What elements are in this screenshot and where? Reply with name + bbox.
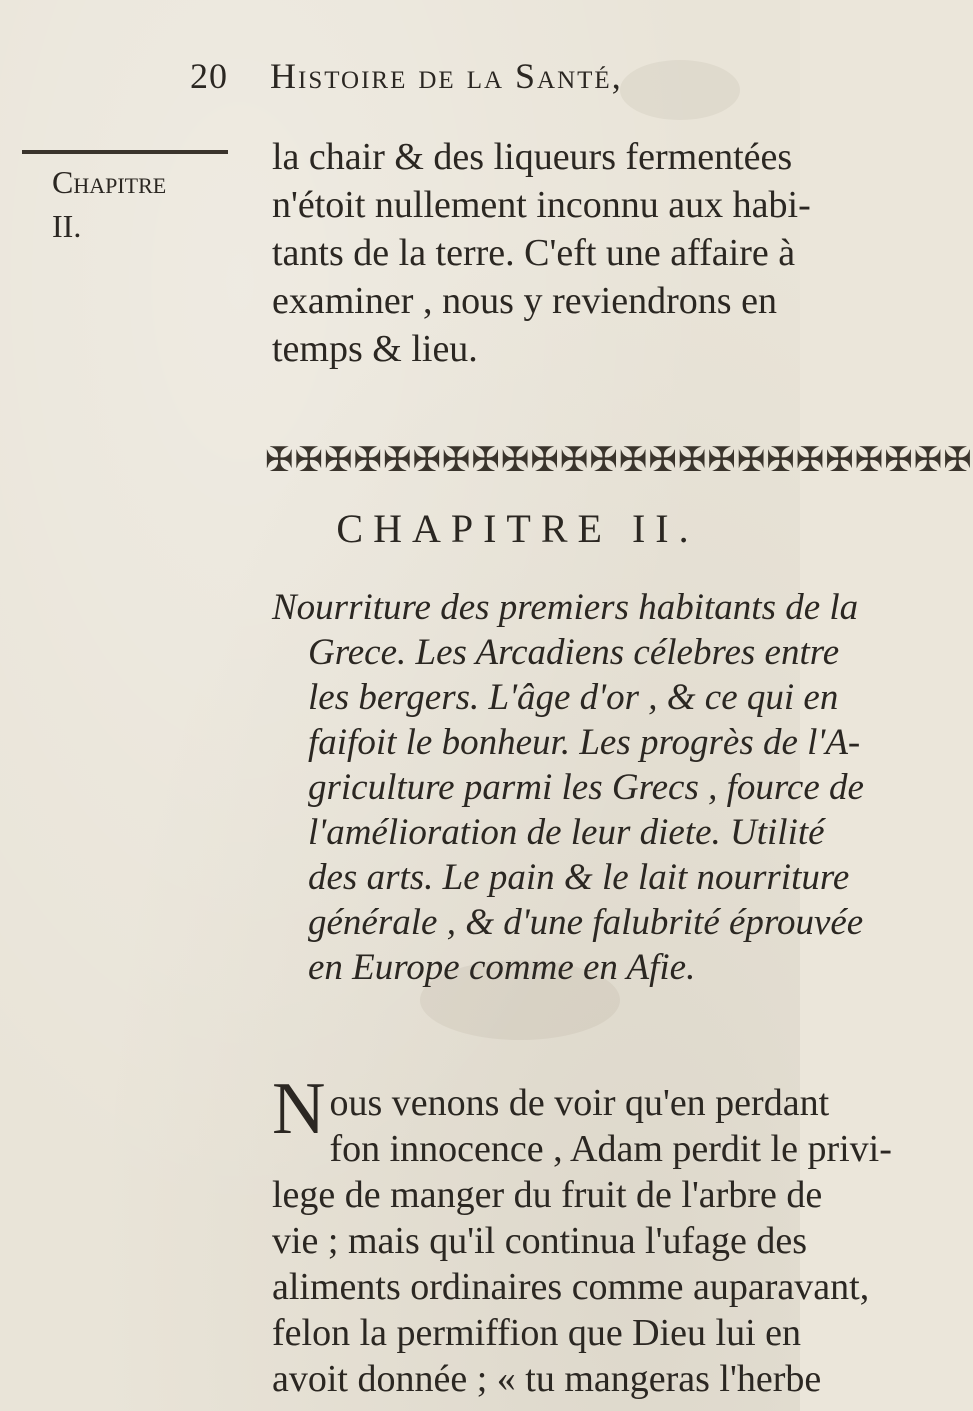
margin-chapter-number: II.	[52, 208, 82, 244]
summary-line: des arts. Le pain & le lait nourriture	[308, 857, 850, 898]
opening-paragraph	[272, 133, 811, 373]
text-line: fon innocence , Adam perdit le privi-	[329, 1128, 892, 1170]
text-line: tants de la terre. C'eft une affaire à	[272, 232, 796, 274]
text-line: n'étoit nullement inconnu aux habi-	[272, 184, 811, 226]
text-line: felon la permiffion que Dieu lui en	[272, 1312, 802, 1354]
text-line: la chair & des liqueurs fermentées	[272, 136, 793, 178]
text-line: temps & lieu.	[272, 328, 478, 370]
text-line: aliments ordinaires comme auparavant,	[272, 1266, 870, 1308]
summary-line: Grece. Les Arcadiens célebres entre	[308, 632, 840, 673]
margin-chapter-label: Chapitre	[52, 164, 167, 200]
text-line: ous venons de voir qu'en perdant	[329, 1082, 830, 1124]
drop-cap: N	[272, 1068, 326, 1150]
chapter-heading: CHAPITRE II.	[336, 506, 699, 551]
paper-stain	[620, 60, 740, 120]
summary-line: l'amélioration de leur diete. Utilité	[308, 812, 825, 853]
summary-line: les bergers. L'âge d'or , & ce qui en	[308, 677, 839, 718]
chapter-summary	[272, 585, 864, 990]
body-paragraph	[272, 1068, 892, 1402]
running-title: Histoire de la Santé,	[270, 56, 623, 96]
page-number: 20	[190, 56, 228, 96]
text-line: examiner , nous y reviendrons en	[272, 280, 777, 322]
margin-rule	[22, 150, 228, 154]
text-line: avoit donnée ; « tu mangeras l'herbe	[272, 1358, 822, 1400]
text-line: vie ; mais qu'il continua l'ufage des	[272, 1220, 808, 1262]
summary-line: générale , & d'une falubrité éprouvée	[308, 902, 864, 943]
margin-note	[52, 160, 166, 248]
summary-line: en Europe comme en Afie.	[308, 947, 696, 988]
summary-line: Nourriture des premiers habitants de la	[272, 587, 859, 628]
summary-line: griculture parmi les Grecs , fource de	[308, 767, 864, 808]
text-line: lege de manger du fruit de l'arbre de	[272, 1174, 823, 1216]
summary-line: faifoit le bonheur. Les progrès de l'A-	[308, 722, 861, 763]
ornamental-band: ✠✠✠✠✠✠✠✠✠✠✠✠✠✠✠✠✠✠✠✠✠✠✠✠	[265, 440, 973, 480]
